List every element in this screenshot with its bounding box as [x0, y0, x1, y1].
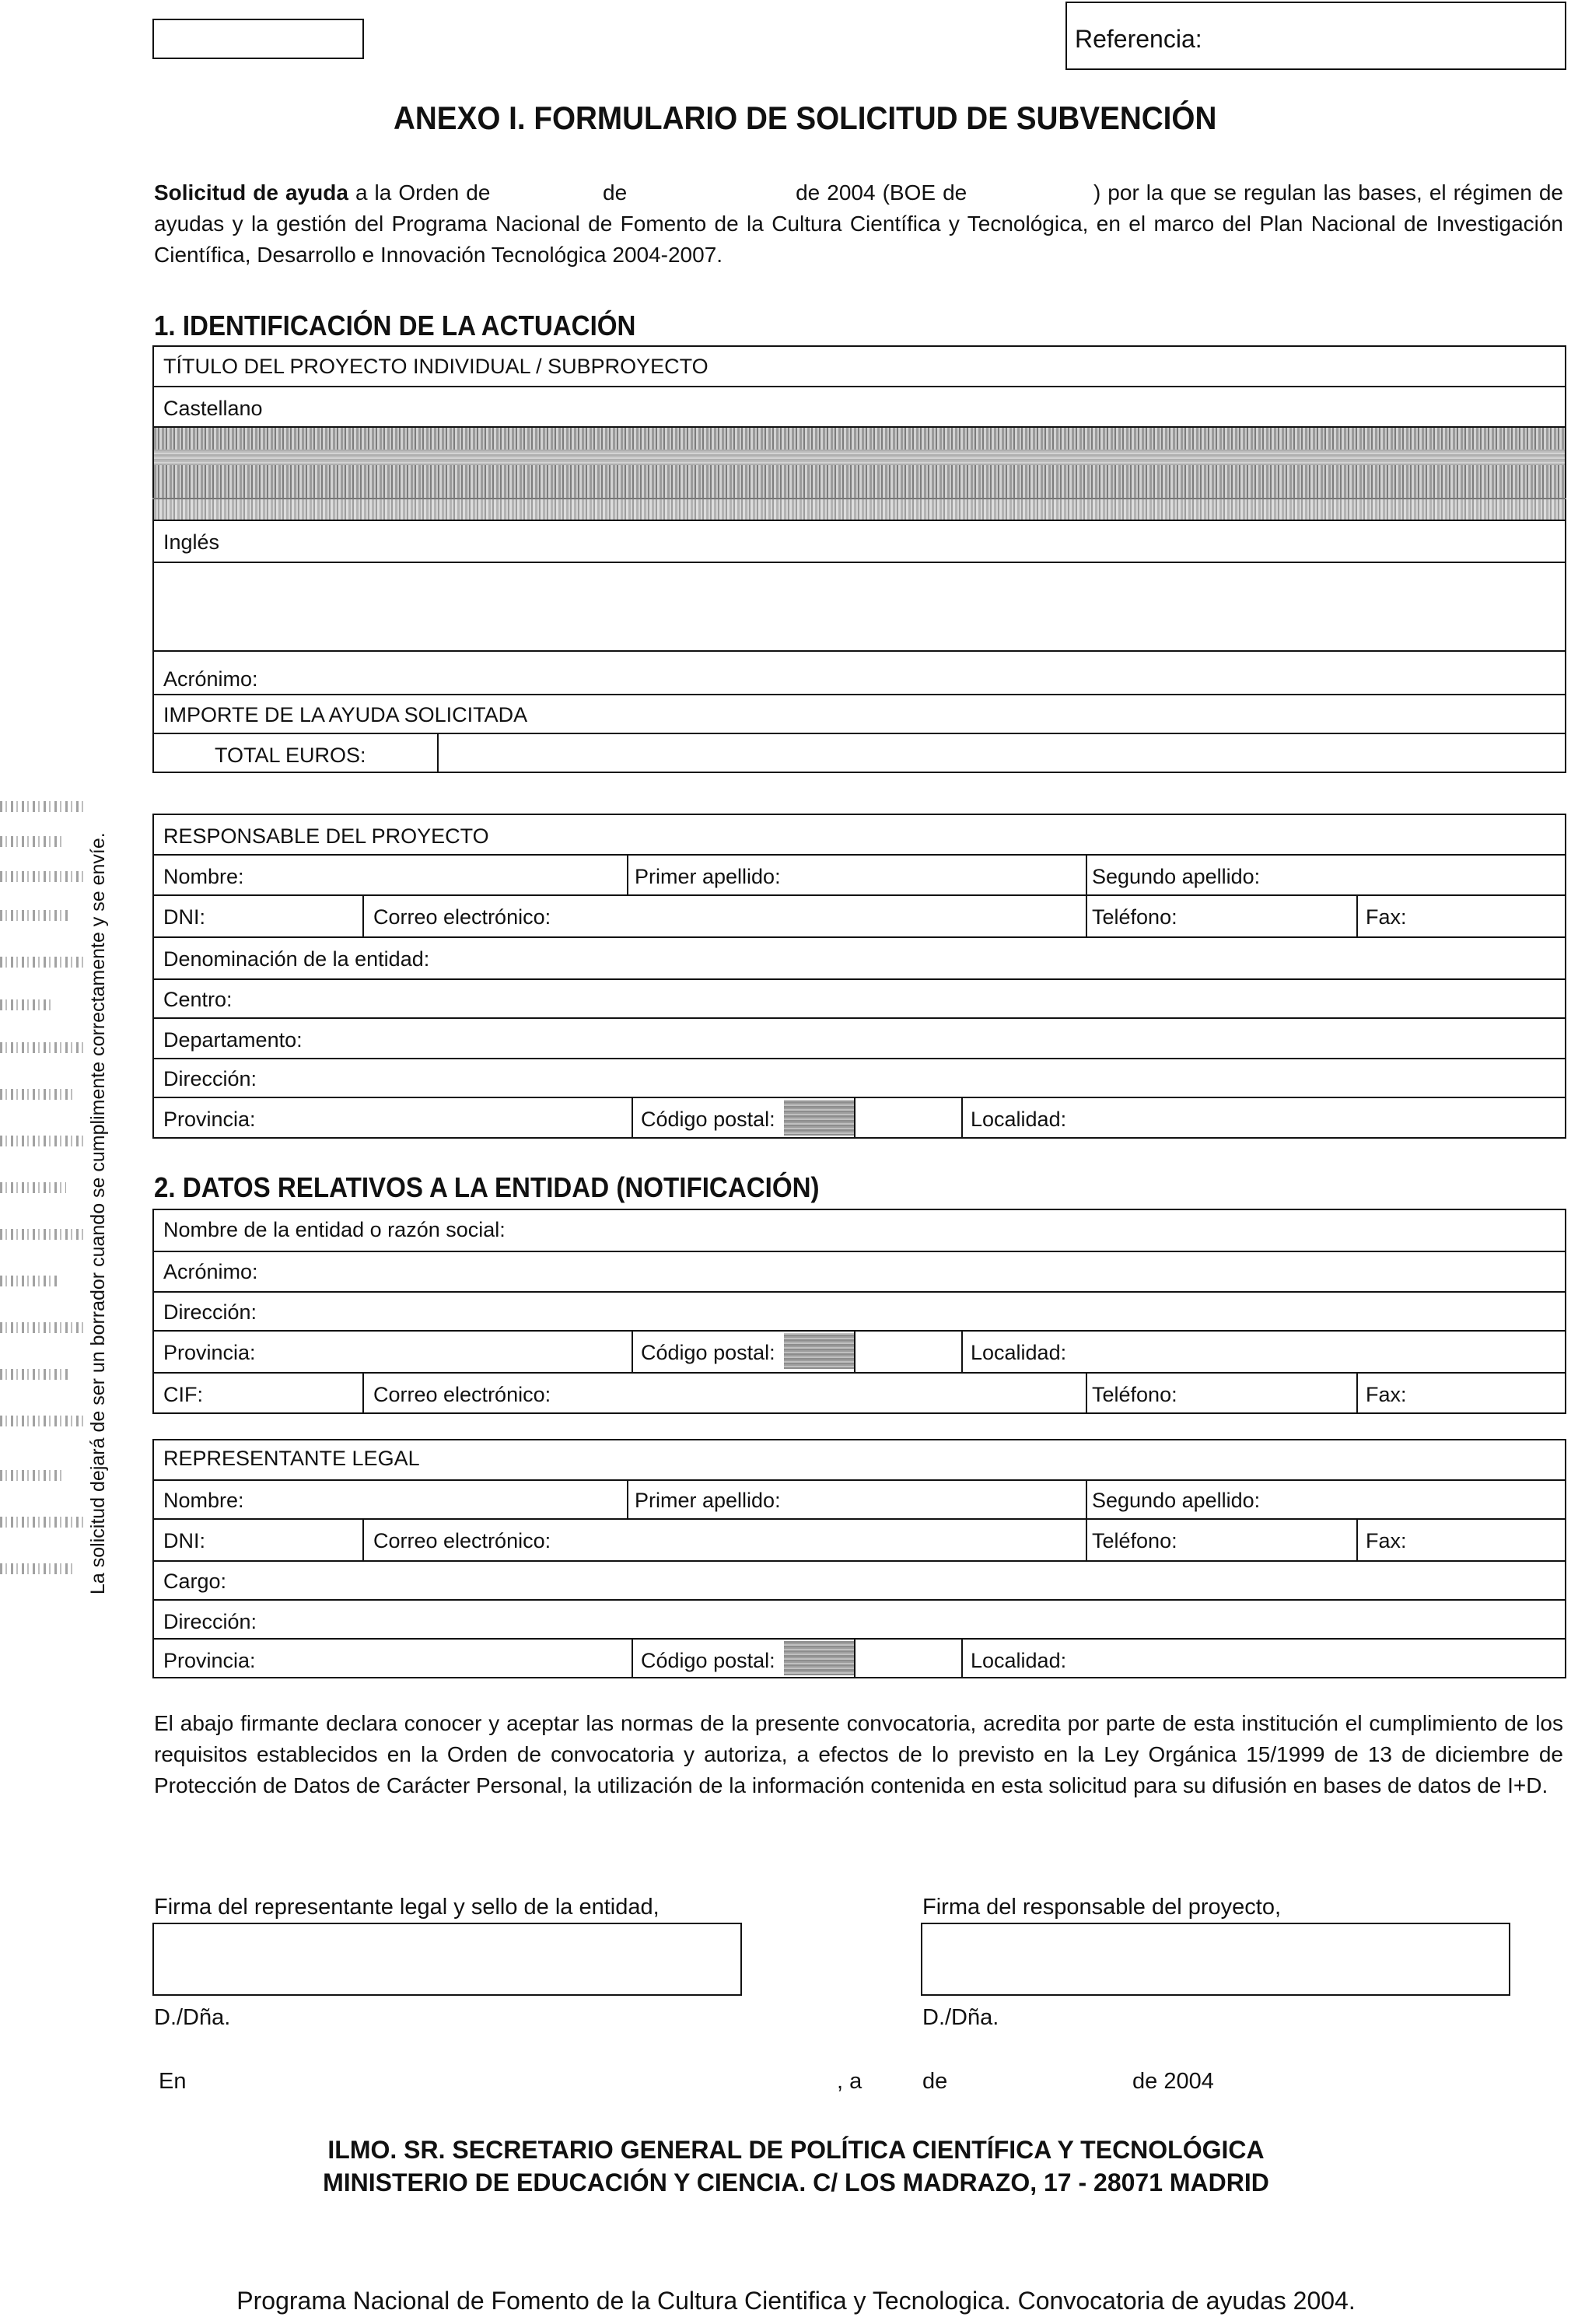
representante-table: [152, 1439, 1566, 1678]
intro-paragraph: [154, 177, 1569, 271]
resp-localidad-label: Localidad:: [971, 1108, 1067, 1131]
declaration-paragraph: El abajo firmante declara conocer y aceptar las normas de la presente convocatoria, acredita por parte de esta institución el cumplimiento de los requisitos establecidos en la Orden de convocatoria y autoriza, a efectos de lo previsto en la Ley Orgánica 15/1999 de 13 de diciembre de Protección de Datos de Carácter Personal, la utilización de la información contenida en esta solicitud para su difusión en bases de datos de I+D.: [154, 1711, 1563, 1797]
date-year: de 2004: [1132, 2069, 1214, 2094]
place-en: En: [159, 2069, 187, 2094]
ent-telefono-label: Teléfono:: [1092, 1383, 1177, 1406]
ent-acronimo-label: Acrónimo:: [163, 1260, 258, 1283]
acronimo-label: Acrónimo:: [163, 667, 258, 691]
resp-codigo-postal-input[interactable]: [784, 1100, 854, 1136]
rep-direccion-label: Dirección:: [163, 1610, 257, 1633]
resp-codigo-postal-label: Código postal:: [641, 1108, 775, 1131]
left-signature-box[interactable]: [152, 1923, 742, 1996]
resp-denominacion-label: Denominación de la entidad:: [163, 947, 430, 971]
ent-correo-label: Correo electrónico:: [373, 1383, 551, 1406]
resp-nombre-label: Nombre:: [163, 865, 244, 888]
ent-cif-label: CIF:: [163, 1383, 203, 1406]
castellano-input-bar: [154, 450, 1565, 465]
ent-codigo-postal-input[interactable]: [784, 1333, 854, 1369]
ent-provincia-label: Provincia:: [163, 1341, 256, 1364]
castellano-input-line3[interactable]: [154, 499, 1565, 520]
ingles-label: Inglés: [163, 530, 220, 554]
left-dona-label: D./Dña.: [154, 2005, 231, 2030]
castellano-label: Castellano: [163, 397, 263, 420]
responsable-table: [152, 814, 1566, 1139]
rep-primer-apellido-label: Primer apellido:: [635, 1489, 781, 1512]
rep-fax-label: Fax:: [1366, 1529, 1407, 1552]
resp-departamento-label: Departamento:: [163, 1028, 303, 1052]
total-euros-input[interactable]: [440, 736, 1565, 772]
addressee-line-1: ILMO. SR. SECRETARIO GENERAL DE POLÍTICA CIENTÍFICA Y TECNOLÓGICA: [327, 2136, 1265, 2164]
blank-header-box: [152, 19, 364, 59]
ent-localidad-label: Localidad:: [971, 1341, 1067, 1364]
ent-direccion-label: Dirección:: [163, 1300, 257, 1324]
resp-segundo-apellido-label: Segundo apellido:: [1092, 865, 1261, 888]
section-2-heading: 2. DATOS RELATIVOS A LA ENTIDAD (NOTIFICACIÓN): [154, 1171, 820, 1203]
intro-text: a la Orden de de de 2004 (BOE de ) por la que se regulan las bases, el régimen de ayudas y la gestión del Programa Nacional de Fomento de la Cultura Científica y Tecnológica, en el marco del Plan Nacional de Investigación Científica, Desarrollo e Innovación Tecnológica 2004-2007.: [154, 180, 1569, 267]
ingles-input[interactable]: [154, 563, 1565, 649]
referencia-label: Referencia:: [1075, 25, 1202, 53]
resp-fax-label: Fax:: [1366, 905, 1407, 929]
resp-telefono-label: Teléfono:: [1092, 905, 1177, 929]
rep-codigo-postal-input[interactable]: [784, 1641, 854, 1675]
ent-nombre-label: Nombre de la entidad o razón social:: [163, 1218, 506, 1241]
right-signature-box[interactable]: [921, 1923, 1510, 1996]
rep-dni-label: DNI:: [163, 1529, 205, 1552]
rep-cargo-label: Cargo:: [163, 1570, 227, 1593]
resp-dni-label: DNI:: [163, 905, 205, 929]
right-signature-label: Firma del responsable del proyecto,: [922, 1895, 1282, 1920]
importe-label: IMPORTE DE LA AYUDA SOLICITADA: [163, 703, 528, 726]
resp-direccion-label: Dirección:: [163, 1067, 257, 1090]
place-a: , a: [837, 2069, 862, 2094]
responsable-heading: RESPONSABLE DEL PROYECTO: [163, 824, 489, 848]
intro-bold: Solicitud de ayuda: [154, 180, 348, 205]
total-euros-label: TOTAL EUROS:: [215, 744, 366, 767]
resp-primer-apellido-label: Primer apellido:: [635, 865, 781, 888]
left-signature-label: Firma del representante legal y sello de la entidad,: [154, 1895, 660, 1920]
draft-note: La solicitud dejará de ser un borrador cuando se cumplimente correctamente y se envíe.: [87, 832, 109, 1594]
addressee-line-2: MINISTERIO DE EDUCACIÓN Y CIENCIA. C/ LOS MADRAZO, 17 - 28071 MADRID: [323, 2168, 1269, 2196]
ent-fax-label: Fax:: [1366, 1383, 1407, 1406]
page-title: ANEXO I. FORMULARIO DE SOLICITUD DE SUBVENCIÓN: [394, 100, 1217, 136]
ent-codigo-postal-label: Código postal:: [641, 1341, 775, 1364]
representante-heading: REPRESENTANTE LEGAL: [163, 1447, 420, 1470]
rep-segundo-apellido-label: Segundo apellido:: [1092, 1489, 1261, 1512]
resp-correo-label: Correo electrónico:: [373, 905, 551, 929]
section-1-heading: 1. IDENTIFICACIÓN DE LA ACTUACIÓN: [154, 310, 636, 341]
rep-correo-label: Correo electrónico:: [373, 1529, 551, 1552]
rep-provincia-label: Provincia:: [163, 1649, 256, 1672]
rep-nombre-label: Nombre:: [163, 1489, 244, 1512]
rep-localidad-label: Localidad:: [971, 1649, 1067, 1672]
date-de: de: [922, 2069, 948, 2094]
rep-codigo-postal-label: Código postal:: [641, 1649, 775, 1672]
resp-centro-label: Centro:: [163, 988, 233, 1011]
castellano-input-line2[interactable]: [154, 465, 1565, 498]
titulo-label: TÍTULO DEL PROYECTO INDIVIDUAL / SUBPROYECTO: [163, 355, 709, 378]
castellano-input[interactable]: [154, 428, 1565, 450]
resp-provincia-label: Provincia:: [163, 1108, 256, 1131]
page-footer: Programa Nacional de Fomento de la Cultura Cientifica y Tecnologica. Convocatoria de ayudas 2004.: [236, 2287, 1356, 2315]
right-dona-label: D./Dña.: [922, 2005, 999, 2030]
rep-telefono-label: Teléfono:: [1092, 1529, 1177, 1552]
